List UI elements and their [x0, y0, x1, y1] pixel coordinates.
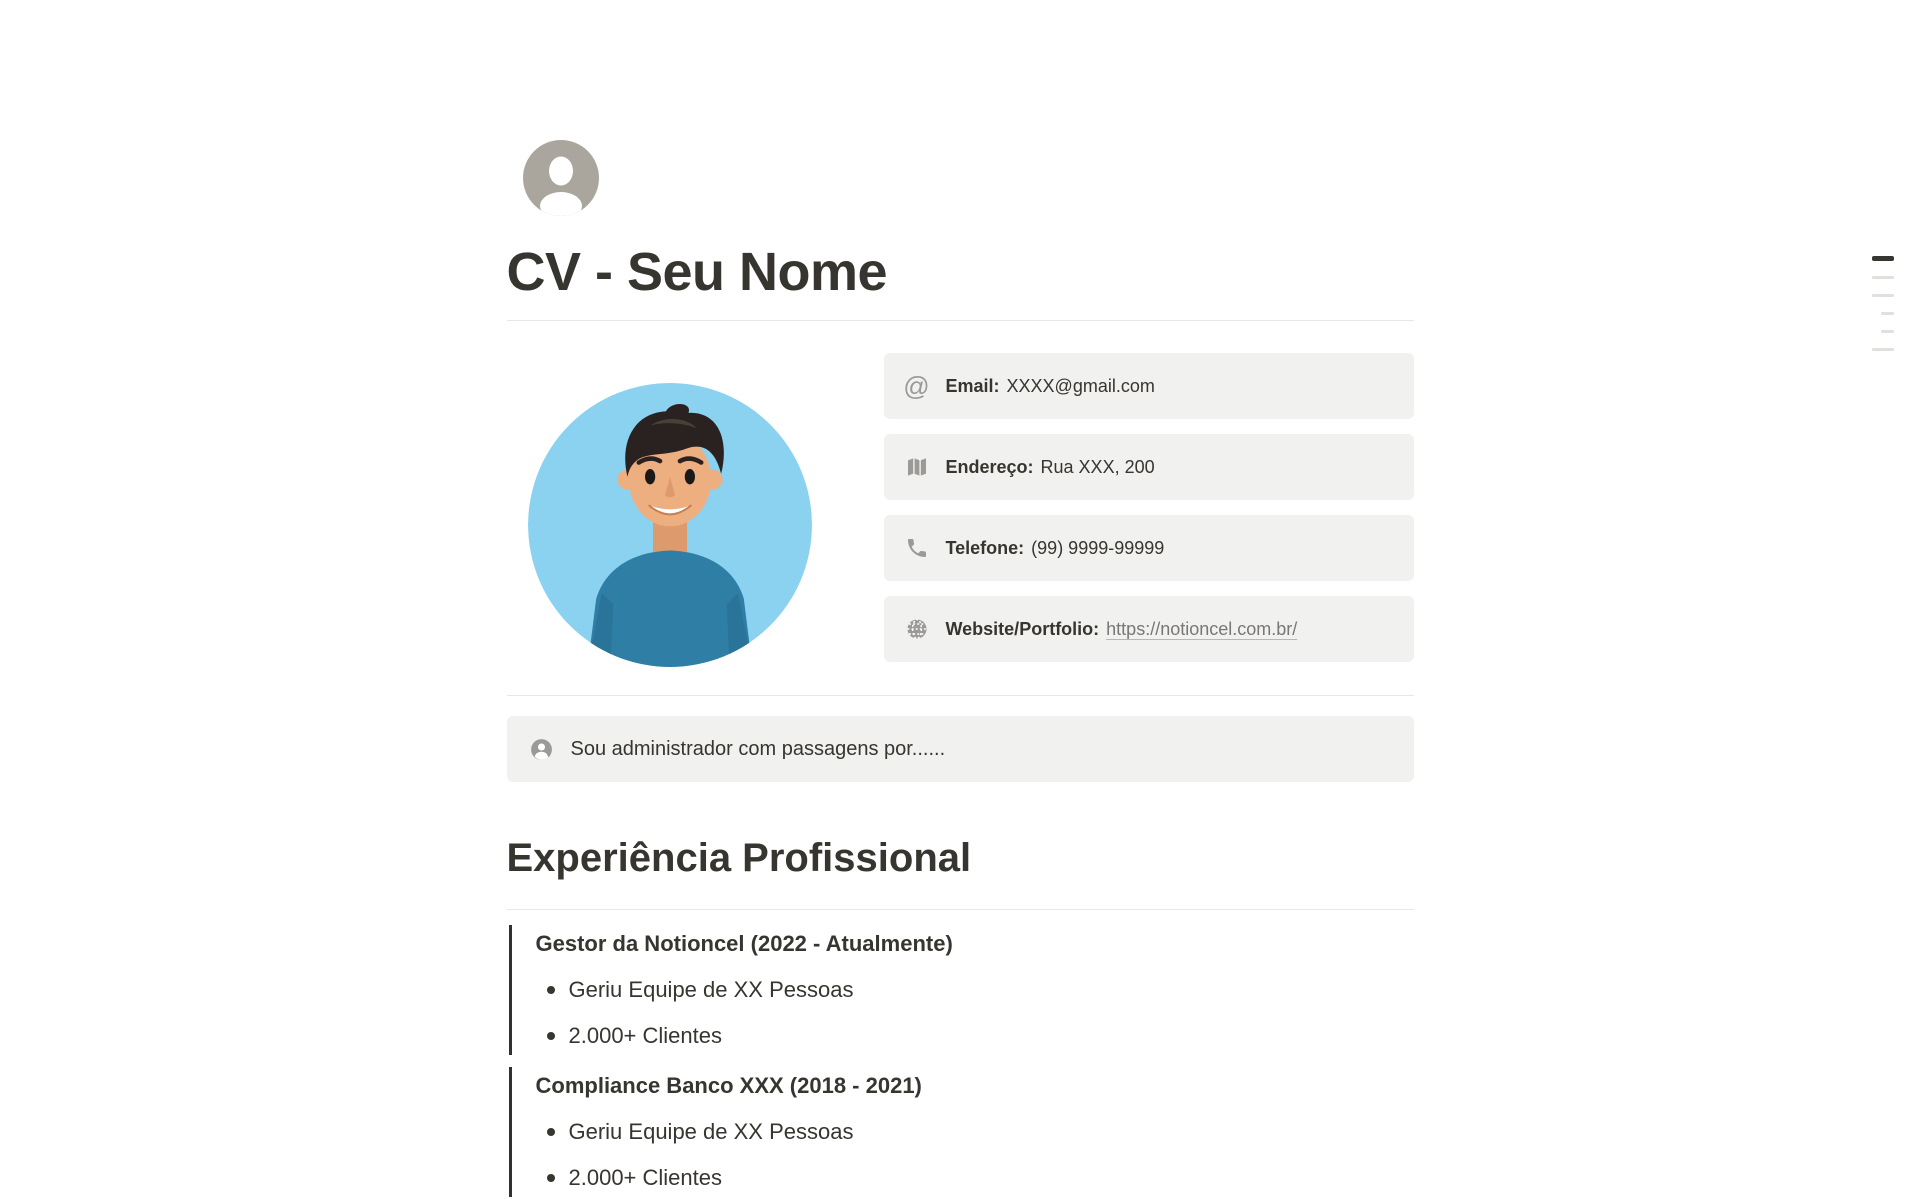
- contact-value: Rua XXX, 200: [1040, 457, 1155, 477]
- page-title: CV - Seu Nome: [506, 242, 888, 302]
- website-link[interactable]: https://notioncel.com.br/: [1106, 619, 1298, 639]
- outline-dash[interactable]: [1872, 276, 1894, 279]
- experience-quote: [509, 925, 1414, 1055]
- experience-bullets: [536, 1117, 1414, 1193]
- profile-photo-illustration: [528, 383, 812, 667]
- bullet-text: 2.000+ Clientes: [568, 1165, 722, 1190]
- experience-bullets: [536, 975, 1414, 1051]
- profile-summary-callout: [507, 716, 1414, 782]
- contact-value: XXXX@gmail.com: [1006, 376, 1155, 396]
- contact-row: [884, 353, 1414, 419]
- at-icon: @: [903, 371, 930, 401]
- contact-label: Email:: [945, 376, 1000, 396]
- bullet-item: [536, 1117, 1414, 1147]
- experience-quote: [509, 1067, 1414, 1197]
- experience-title: Compliance Banco XXX (2018 - 2021): [535, 1073, 922, 1098]
- outline-indicator: [1872, 256, 1894, 351]
- bullet-marker: [547, 1128, 555, 1136]
- contact-label: Telefone:: [945, 538, 1025, 558]
- person-icon: [529, 737, 554, 762]
- contact-section: [507, 321, 1414, 667]
- bullet-text: 2.000+ Clientes: [568, 1023, 722, 1048]
- contact-row: [884, 596, 1414, 662]
- bullet-text: Geriu Equipe de XX Pessoas: [568, 1119, 854, 1144]
- contact-row: [884, 434, 1414, 500]
- bullet-item: [536, 1163, 1414, 1193]
- bullet-text: Geriu Equipe de XX Pessoas: [568, 977, 854, 1002]
- callout-text: Sou administrador com passagens por......: [570, 737, 946, 760]
- contact-list: [884, 353, 1414, 667]
- photo-column: [507, 353, 884, 667]
- section-divider: [507, 909, 1414, 910]
- contact-label: Endereço:: [945, 457, 1034, 477]
- bullet-marker: [547, 1032, 555, 1040]
- outline-dash[interactable]: [1881, 330, 1894, 333]
- person-avatar-icon: [521, 138, 601, 218]
- contact-label: Website/Portfolio:: [945, 619, 1100, 639]
- outline-dash[interactable]: [1872, 294, 1894, 297]
- contact-row: [884, 515, 1414, 581]
- experience-title: Gestor da Notioncel (2022 - Atualmente): [535, 931, 953, 956]
- phone-icon: [904, 535, 930, 561]
- map-icon: [904, 454, 930, 480]
- page-content: [507, 0, 1414, 1197]
- outline-dash[interactable]: [1881, 312, 1894, 315]
- outline-dash[interactable]: [1872, 256, 1894, 261]
- contact-value: (99) 9999-99999: [1031, 538, 1165, 558]
- globe-icon: [904, 616, 930, 642]
- section-heading-experiencia: Experiência Profissional: [506, 836, 972, 880]
- outline-dash[interactable]: [1872, 348, 1894, 351]
- experience-list: [507, 925, 1414, 1197]
- bullet-item: [536, 1021, 1414, 1051]
- contact-divider: [507, 695, 1414, 696]
- bullet-marker: [547, 1174, 555, 1182]
- bullet-marker: [547, 986, 555, 994]
- bullet-item: [536, 975, 1414, 1005]
